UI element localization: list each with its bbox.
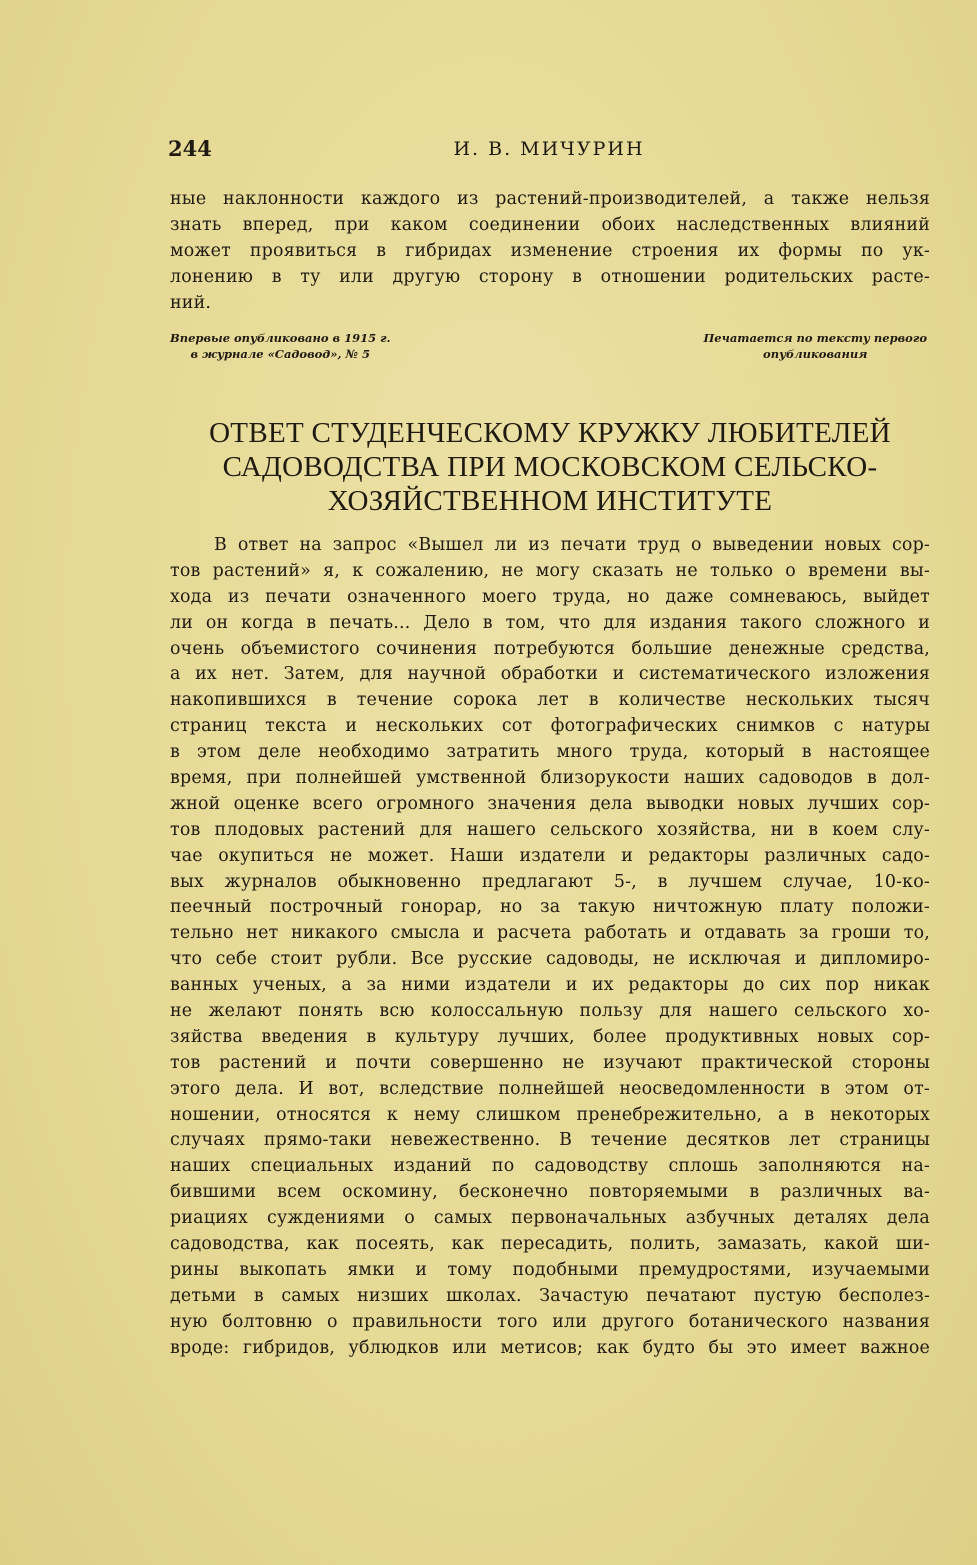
text-line: тов растений и почти совершенно не изучают практической стороны [170, 1052, 930, 1073]
article-title-line: ОТВЕТ СТУДЕНЧЕСКОМУ КРУЖКУ ЛЮБИТЕЛЕЙ [209, 417, 891, 449]
text-line: лонению в ту или другую сторону в отношении родительских расте- [170, 267, 930, 287]
text-line: риациях суждениями о самых первоначальных азбучных деталях дела [170, 1208, 930, 1229]
text-line: вроде: гибридов, ублюдков или метисов; как будто бы это имеет важное [170, 1337, 930, 1358]
publication-note [170, 330, 391, 362]
text-line: жной оценке всего огромного значения дела выводки новых лучших сор- [170, 793, 930, 814]
text-line: тов плодовых растений для нашего сельского хозяйства, ни в коем слу- [170, 819, 930, 840]
text-line: ные наклонности каждого из растений-производителей, а также нельзя [170, 189, 930, 209]
text-line: тельно нет никакого смысла и расчета работать и отдавать за гроши то, [170, 923, 930, 944]
text-line: в этом деле необходимо затратить много труда, который в настоящее [170, 742, 930, 763]
text-line: хода из печати означенного моего труда, но даже сомневаюсь, выйдет [170, 586, 930, 607]
page-header [168, 136, 930, 166]
source-text-note [703, 330, 927, 362]
text-line: вых журналов обыкновенно предлагают 5-, в лучшем случае, 10-ко- [170, 871, 930, 892]
text-line: этого дела. И вот, вследствие полнейшей неосведомленности в этом от- [170, 1078, 930, 1099]
text-line: детьми в самых низших школах. Зачастую печатают пустую бесполез- [170, 1285, 930, 1306]
text-line: чае окупиться не может. Наши издатели и редакторы различных садо- [170, 845, 930, 866]
text-line: тов растений» я, к сожалению, не могу сказать не только о времени вы- [170, 560, 930, 581]
source-text-note-line: Печатается по тексту первого [703, 331, 927, 345]
text-line: накопившихся в течение сорока лет в количестве нескольких тысяч [170, 690, 930, 711]
text-line: ли он когда в печать... Дело в том, что для издания такого сложного и [170, 612, 930, 633]
text-line: очень объемистого сочинения потребуются большие денежные средства, [170, 638, 930, 659]
text-line: пеечный построчный гонорар, но за такую ничтожную плату положи- [170, 897, 930, 918]
text-line: ний. [170, 293, 212, 313]
text-line: знать вперед, при каком соединении обоих наследственных влияний [170, 215, 930, 235]
text-line: а их нет. Затем, для научной обработки и систематического изложения [170, 664, 930, 685]
text-line: случаях прямо-таки невежественно. В течение десятков лет страницы [170, 1130, 930, 1151]
publication-note-line: Впервые опубликовано в 1915 г. [170, 331, 391, 345]
text-line: садоводства, как посеять, как пересадить, полить, замазать, какой ши- [170, 1234, 930, 1255]
text-line: может проявиться в гибридах изменение строения их формы по ук- [170, 241, 930, 261]
text-line: ную болтовню о правильности того или другого ботанического названия [170, 1311, 930, 1332]
previous-article-ending [170, 186, 930, 316]
text-line: не желают понять всю колоссальную пользу для нашего сельского хо- [170, 1001, 930, 1022]
text-line: бившими всем оскомину, бесконечно повторяемыми в различных ва- [170, 1182, 930, 1203]
article-title [170, 416, 930, 518]
source-text-note-line: опубликования [763, 347, 868, 361]
article-title-line: САДОВОДСТВА ПРИ МОСКОВСКОМ СЕЛЬСКО- [222, 451, 878, 483]
text-line: что себе стоит рубли. Все русские садоводы, не исключая и дипломиро- [170, 949, 930, 970]
text-line: ванных ученых, а за ними издатели и их редакторы до сих пор никак [170, 975, 930, 996]
running-head: И. В. МИЧУРИН [453, 138, 645, 160]
page-number: 244 [168, 136, 212, 161]
text-line: наших специальных изданий по садоводству сплошь заполняются на- [170, 1156, 930, 1177]
text-line: рины выкопать ямки и тому подобными премудростями, изучаемыми [170, 1259, 930, 1280]
article-body [170, 533, 930, 1362]
article-title-line: ХОЗЯЙСТВЕННОМ ИНСТИТУТЕ [327, 485, 773, 517]
publication-note-line: в журнале «Садовод», № 5 [190, 347, 370, 361]
text-line: страниц текста и нескольких сот фотографических снимков с натуры [170, 716, 930, 737]
text-line: время, при полнейшей умственной близорукости наших садоводов в дол- [170, 768, 930, 789]
text-line: В ответ на запрос «Вышел ли из печати труд о выведении новых сор- [214, 535, 930, 555]
text-line: ношении, относятся к нему слишком пренебрежительно, а в некоторых [170, 1104, 930, 1125]
text-line: зяйства введения в культуру лучших, более продуктивных новых сор- [170, 1026, 930, 1047]
